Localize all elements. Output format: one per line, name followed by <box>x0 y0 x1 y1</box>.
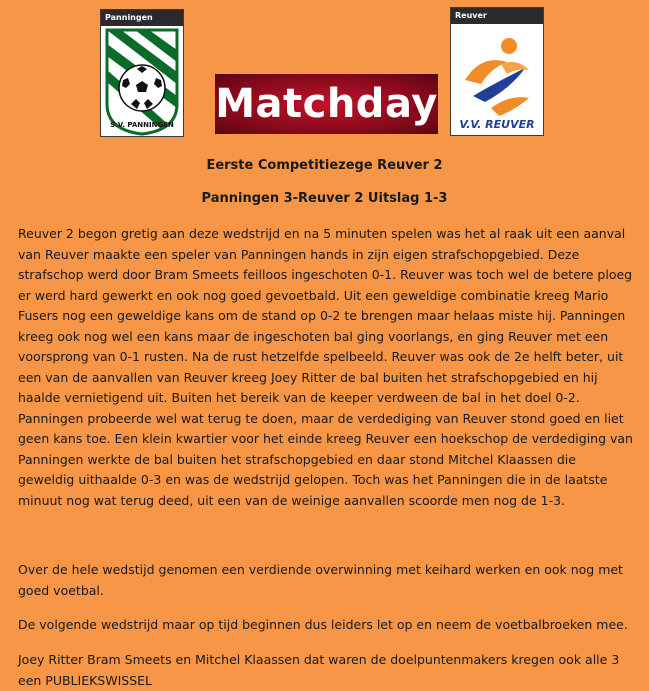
match-result: Panningen 3-Reuver 2 Uitslag 1-3 <box>201 191 448 206</box>
matchday-banner-text: Matchday <box>215 81 438 127</box>
home-team-label: Panningen <box>101 10 183 26</box>
home-team-logo <box>100 9 184 137</box>
away-team-logo <box>450 7 544 136</box>
scorers-paragraph: Joey Ritter Bram Smeets en Mitchel Klaassen dat waren de doelpuntenmakers kregen ook alle 3 een PUBLIEKSWISSEL <box>18 652 620 688</box>
article-headline: Eerste Competitiezege Reuver 2 <box>206 158 443 173</box>
panningen-crest-icon <box>101 26 183 138</box>
match-report-paragraph: Reuver 2 begon gretig aan deze wedstrijd en na 5 minuten spelen was het al raak uit een aanval van Reuver maakte een speler van Panningen hands in zijn eigen strafschopgebied. Deze strafschop werd door Bram Smeets feilloos ingeschoten 0-1. Reuver was toch wel de betere ploeg er werd hard gewerkt en ook nog goed gevoetbald. Uit een geweldige combinatie kreeg Mario Fusers nog een geweldige kans om de stand op 0-2 te brengen maar helaas miste hij. Panningen kreeg ook nog wel een kans maar de ingeschoten bal ging voorlangs, en ging Reuver met een voorsprong van 0-1 rusten. Na de rust hetzelfde spelbeeld. Reuver was ook de 2e helft beter, uit een van de aanvallen van Reuver kreeg Joey Ritter de bal buiten het strafschopgebied en hij haalde vernietigend uit. Buiten het bereik van de keeper verdween de bal in het doel 0-2. Panningen probeerde wel wat terug te doen, maar de verdediging van Reuver stond goed en liet geen kans toe. Een klein kwartier voor het einde kreeg Reuver een hoekschop de verdediging van Panningen werkte de bal buiten het strafschopgebied en daar stond Mitchel Klaassen die geweldig uithaalde 0-3 en was de wedstrijd gelopen. Toch was het Panningen die in de laatste minuut nog wat terug deed, uit een van de weinige aanvallen scoorde men nog de 1-3. <box>18 226 633 508</box>
away-crest-text: V.V. REUVER <box>459 118 535 131</box>
summary-paragraph: Over de hele wedstijd genomen een verdiende overwinning met keihard werken en ook nog met goed voetbal. <box>18 562 623 598</box>
reuver-crest-icon <box>451 24 543 137</box>
next-match-paragraph: De volgende wedstrijd maar op tijd beginnen dus leiders let op en neem de voetbalbroeken mee. <box>18 617 628 632</box>
matchday-banner <box>215 74 438 134</box>
away-team-label: Reuver <box>451 8 543 24</box>
home-crest-text: S.V. PANNINGEN <box>110 121 174 129</box>
